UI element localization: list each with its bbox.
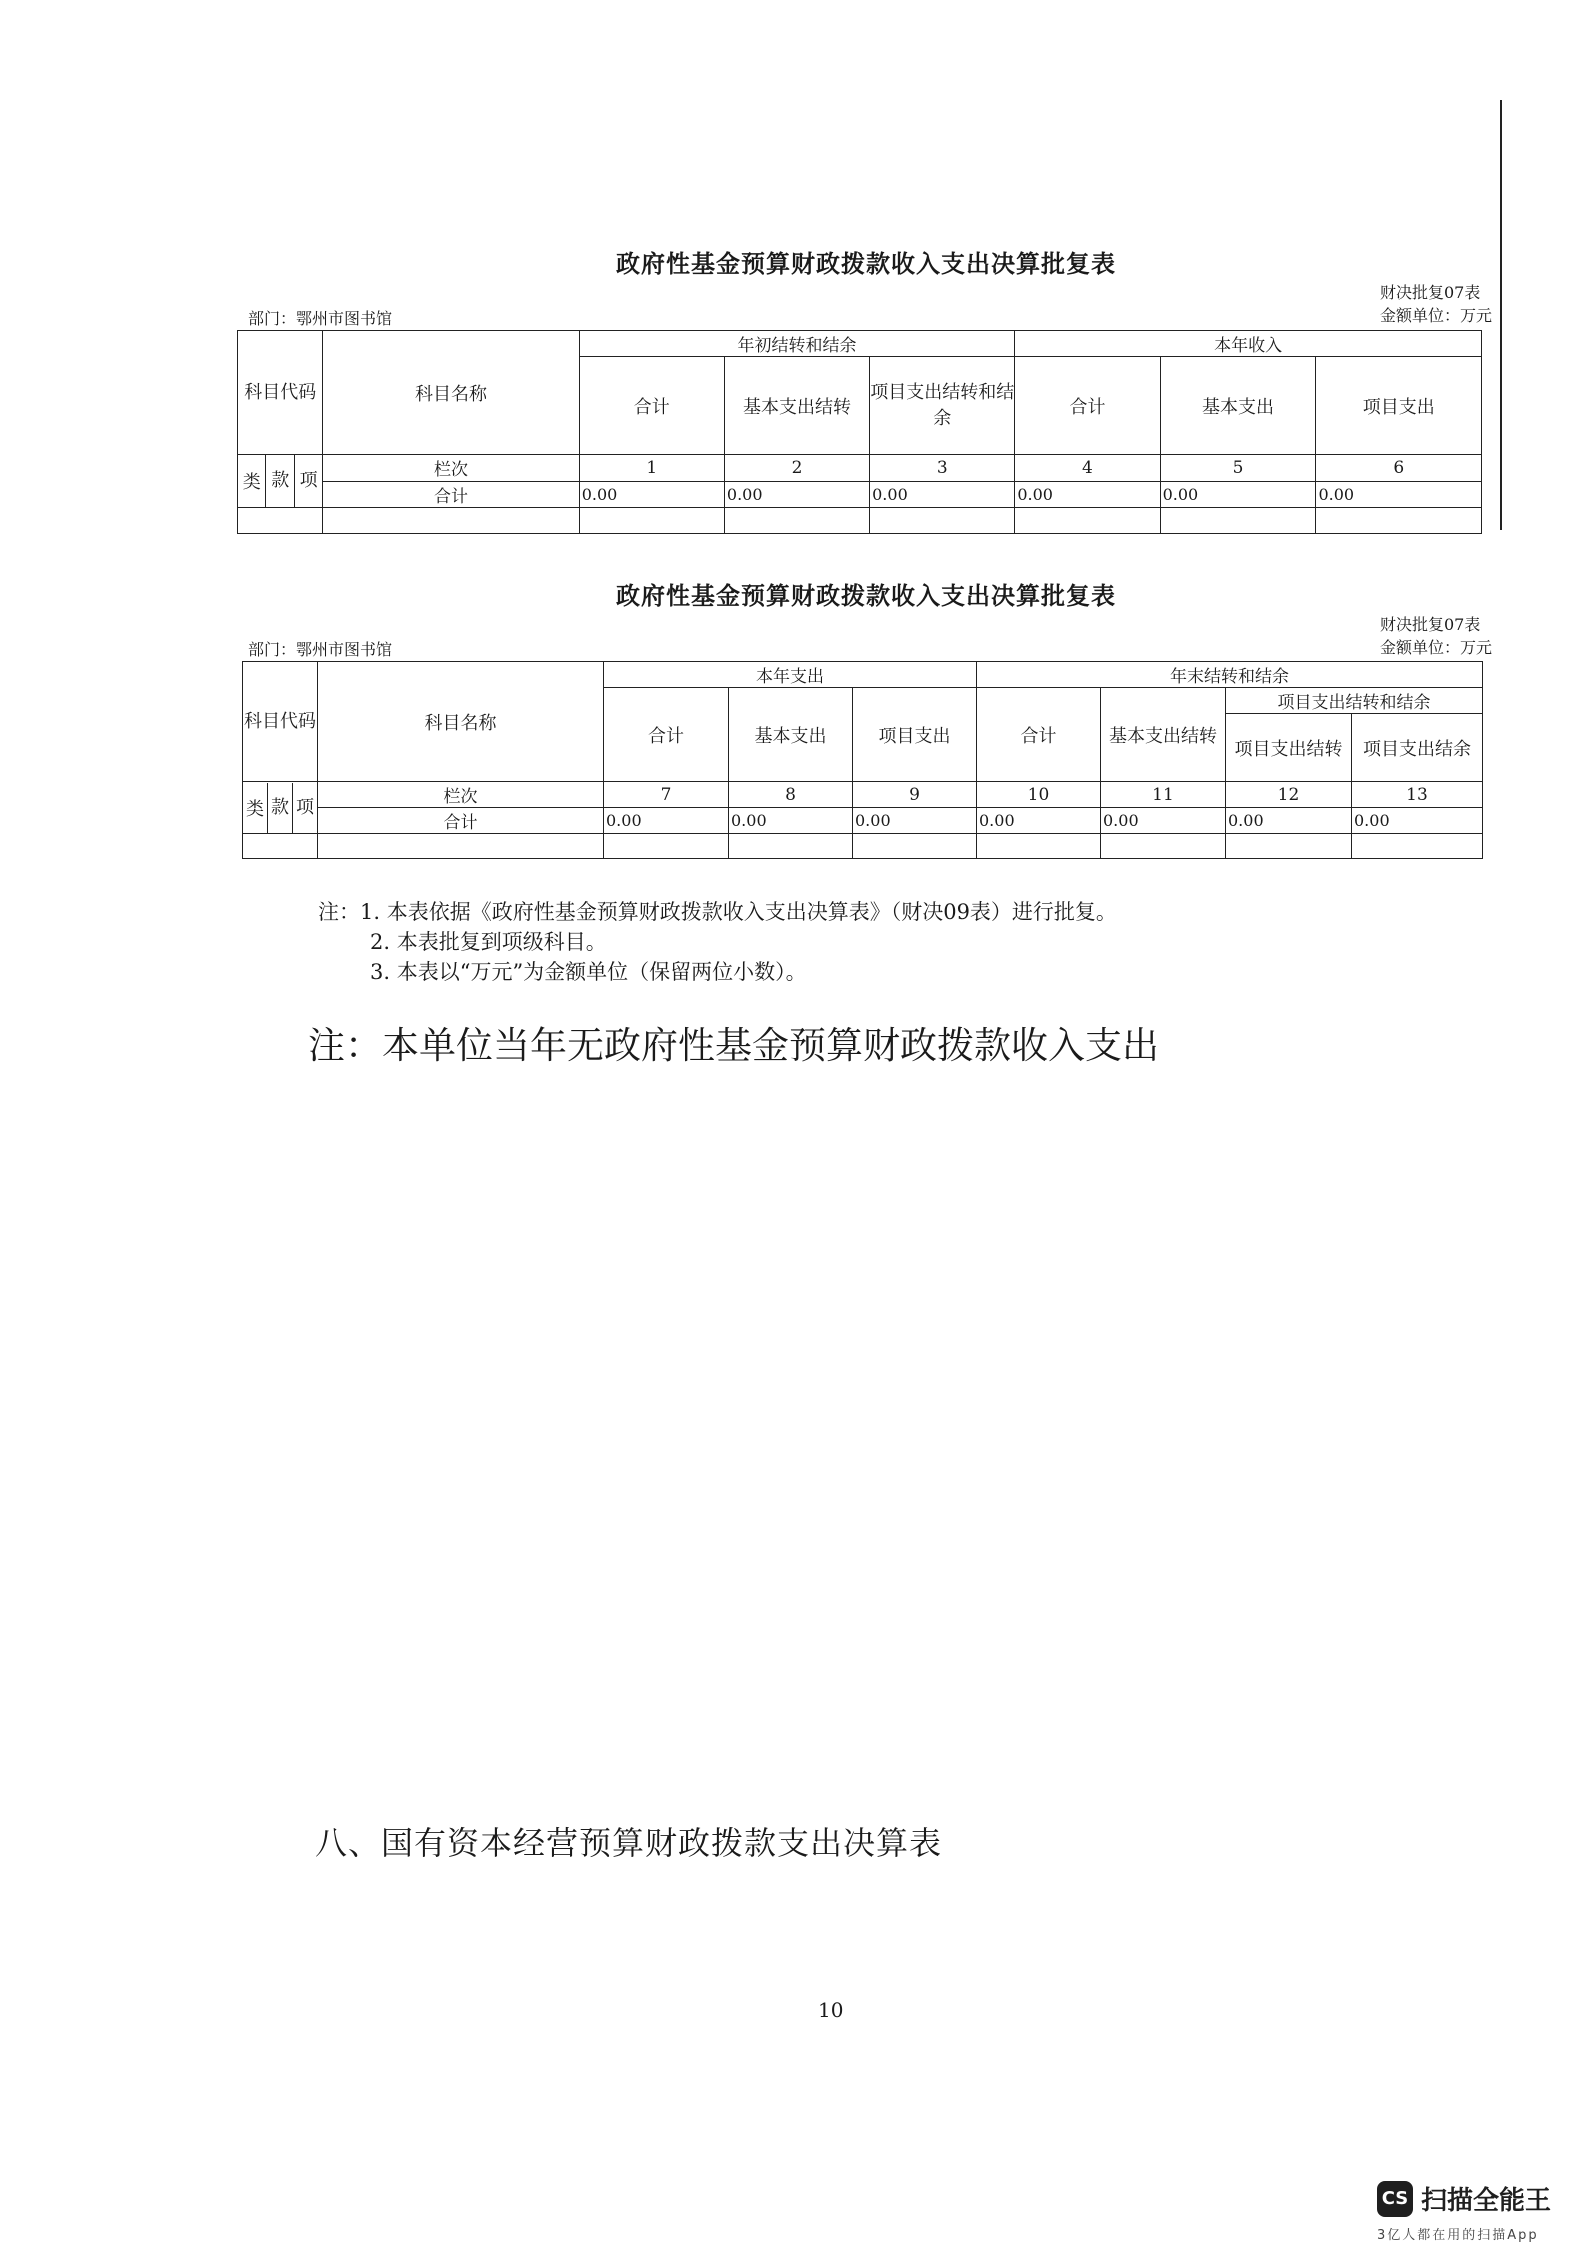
table1-total-value: 0.00 (870, 481, 1015, 508)
table2-col-header: 合计 (604, 688, 729, 782)
table2-col-number: 11 (1101, 782, 1226, 808)
table2-empty-cell (1101, 834, 1226, 859)
table2-empty-cell (729, 834, 853, 859)
table1-total-value: 0.00 (579, 481, 724, 508)
table1-header-name: 科目名称 (323, 331, 579, 455)
table1-col-number: 2 (724, 455, 869, 482)
table2-form-no: 财决批复07表 (1380, 615, 1481, 634)
table1-total-value: 0.00 (1316, 481, 1482, 508)
table2-title: 政府性基金预算财政拨款收入支出决算批复表 (616, 582, 1116, 610)
table2-col-header: 基本支出结转 (1101, 688, 1226, 782)
table1-empty-cell (238, 508, 323, 534)
table1-col-header: 项目支出 (1316, 357, 1482, 455)
table2-total-value: 0.00 (1352, 808, 1483, 834)
table1-col-header: 合计 (579, 357, 724, 455)
table2-header-subgroup: 项目支出结转和结余 (1226, 688, 1483, 714)
table2-col-header: 项目支出 (853, 688, 977, 782)
table2-header-code: 科目代码 (243, 662, 318, 782)
table2-total-value: 0.00 (1226, 808, 1352, 834)
table2-dept: 部门：鄂州市图书馆 (248, 640, 393, 659)
table2-total-value: 0.00 (853, 808, 977, 834)
table2-empty-cell (318, 834, 604, 859)
table2-xiang: 项 (292, 783, 317, 833)
table1-total-value: 0.00 (1160, 481, 1316, 508)
scan-edge-line (1500, 100, 1502, 530)
watermark-name: 扫描全能王 (1421, 2186, 1552, 2216)
table2-col-number: 10 (977, 782, 1101, 808)
table1-empty-cell (1316, 508, 1482, 534)
section-heading: 八、国有资本经营预算财政拨款支出决算表 (315, 1824, 943, 1862)
table1-total-value: 0.00 (724, 481, 869, 508)
table1 (237, 330, 1482, 534)
table2-col-header: 合计 (977, 688, 1101, 782)
table1-lanci-label: 栏次 (323, 455, 579, 482)
table1-xiang: 项 (294, 455, 322, 507)
table1-unit: 金额单位：万元 (1380, 306, 1493, 325)
table1-total-label: 合计 (323, 481, 579, 508)
table2-total-value: 0.00 (729, 808, 853, 834)
note-line-1: 注：1. 本表依据《政府性基金预算财政拨款收入支出决算表》（财决09表）进行批复。 (318, 900, 1117, 924)
table1-col-header: 基本支出 (1160, 357, 1316, 455)
table1-col-number: 6 (1316, 455, 1482, 482)
table1-col-number: 3 (870, 455, 1015, 482)
table1-empty-cell (1015, 508, 1160, 534)
table1-title: 政府性基金预算财政拨款收入支出决算批复表 (616, 250, 1116, 278)
table1-empty-cell (1160, 508, 1316, 534)
table2-col-header: 项目支出结余 (1352, 714, 1483, 782)
table2-col-number: 9 (853, 782, 977, 808)
page-number: 10 (818, 1998, 844, 2022)
table2-header-name: 科目名称 (318, 662, 604, 782)
table1-lei-kuan-xiang (238, 455, 323, 508)
table2-col-number: 8 (729, 782, 853, 808)
table2-total-value: 0.00 (604, 808, 729, 834)
table2-empty-cell (977, 834, 1101, 859)
table1-col-header: 项目支出结转和结余 (870, 357, 1015, 455)
table1-kuan: 款 (265, 455, 293, 507)
table2-empty-cell (243, 834, 318, 859)
table1-col-number: 1 (579, 455, 724, 482)
table1-header-group1: 年初结转和结余 (579, 331, 1015, 357)
table2-total-label: 合计 (318, 808, 604, 834)
table1-empty-cell (724, 508, 869, 534)
scanner-watermark (1377, 2180, 1551, 2217)
table2-total-value: 0.00 (1101, 808, 1226, 834)
table2-col-number: 13 (1352, 782, 1483, 808)
table2-total-value: 0.00 (977, 808, 1101, 834)
table1-col-header: 合计 (1015, 357, 1160, 455)
table1-col-header: 基本支出结转 (724, 357, 869, 455)
table2-col-number: 12 (1226, 782, 1352, 808)
cs-logo-icon: CS (1377, 2181, 1413, 2217)
table2-col-header: 基本支出 (729, 688, 853, 782)
table2-lanci-label: 栏次 (318, 782, 604, 808)
table1-form-no: 财决批复07表 (1380, 283, 1481, 302)
table2-lei-kuan-xiang (243, 782, 318, 834)
table2-empty-cell (604, 834, 729, 859)
watermark-tagline: 3亿人都在用的扫描App (1377, 2228, 1539, 2243)
table1-col-number: 4 (1015, 455, 1160, 482)
table1-empty-cell (579, 508, 724, 534)
no-fund-note: 注：本单位当年无政府性基金预算财政拨款收入支出 (308, 1024, 1159, 1067)
table2-header-group2: 年末结转和结余 (977, 662, 1483, 688)
table2-col-number: 7 (604, 782, 729, 808)
note-line-2: 2. 本表批复到项级科目。 (370, 930, 607, 954)
table2-empty-cell (1352, 834, 1483, 859)
table1-total-value: 0.00 (1015, 481, 1160, 508)
table2-lei: 类 (246, 798, 264, 820)
table1-empty-cell (323, 508, 579, 534)
table1-header-code: 科目代码 (238, 331, 323, 455)
table1-lei: 类 (242, 472, 261, 493)
table2-empty-cell (853, 834, 977, 859)
table2-unit: 金额单位：万元 (1380, 638, 1493, 657)
table2-empty-cell (1226, 834, 1352, 859)
table1-col-number: 5 (1160, 455, 1316, 482)
table2-col-header: 项目支出结转 (1226, 714, 1352, 782)
table2-header-group1: 本年支出 (604, 662, 977, 688)
table1-empty-cell (870, 508, 1015, 534)
table2-kuan: 款 (267, 783, 292, 833)
note-line-3: 3. 本表以“万元”为金额单位（保留两位小数）。 (370, 960, 807, 984)
table2 (242, 661, 1483, 859)
table1-dept: 部门：鄂州市图书馆 (248, 309, 393, 328)
table1-header-group2: 本年收入 (1015, 331, 1482, 357)
